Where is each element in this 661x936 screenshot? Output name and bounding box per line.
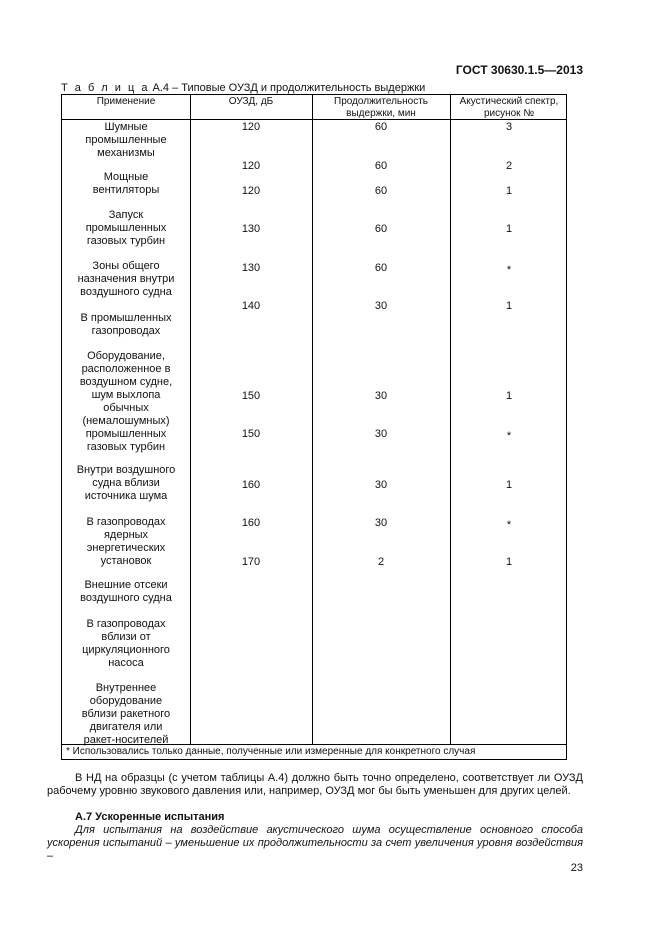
spectrum-value: 1 (505, 390, 513, 402)
level-value: 130 (241, 223, 261, 235)
level-value: 120 (241, 185, 261, 197)
application-line: Зоны общего (92, 260, 160, 272)
spectrum-value: 1 (505, 479, 513, 491)
table-caption (61, 82, 425, 94)
application-line: Внутри воздушного (76, 464, 176, 476)
application-line: насоса (108, 657, 144, 669)
column-divider (312, 95, 313, 744)
level-value: 160 (241, 479, 261, 491)
application-line: вблизи от (101, 631, 151, 643)
application-line: вблизи ракетного (81, 708, 171, 720)
application-line: воздушного судна (80, 592, 172, 604)
application-line: Мощные (103, 171, 149, 183)
application-line: воздушном судне, (79, 376, 173, 388)
column-divider (190, 95, 191, 744)
spectrum-value: * (506, 430, 512, 442)
duration-value: 30 (374, 479, 388, 491)
header-spectrum (450, 96, 568, 120)
application-line: промышленные (85, 134, 167, 146)
header-application: Применение (96, 96, 156, 107)
application-cell (62, 350, 190, 454)
level-value: 120 (241, 121, 261, 133)
application-cell (62, 682, 190, 747)
level-value: 120 (241, 160, 261, 172)
application-cell (62, 121, 190, 160)
application-cell (62, 618, 190, 670)
spectrum-value: * (506, 519, 512, 531)
footnote-divider (62, 744, 566, 745)
spectrum-value: * (506, 264, 512, 276)
table-caption-title: А.4 – Типовые ОУЗД и продолжительность выдержки (149, 82, 426, 94)
level-value: 140 (241, 300, 261, 312)
table-caption-prefix: Т а б л и ц а (61, 82, 150, 94)
application-line: Шумные (104, 121, 148, 133)
level-value: 170 (241, 556, 261, 568)
application-line: Оборудование, (87, 350, 165, 362)
level-value: 150 (241, 428, 261, 440)
application-line: оборудование (89, 695, 163, 707)
duration-value: 60 (374, 185, 388, 197)
application-line: (немалошумных) (82, 415, 170, 427)
application-line: В газопроводах (86, 516, 166, 528)
application-line: механизмы (97, 147, 155, 159)
application-line: установок (100, 555, 152, 567)
level-value: 160 (241, 517, 261, 529)
application-line: воздушного судна (80, 286, 172, 298)
header-spectrum-line2: рисунок № (483, 108, 535, 119)
application-line: вентиляторы (92, 184, 160, 196)
spectrum-value: 3 (505, 121, 513, 133)
application-cell (62, 260, 190, 299)
application-cell (62, 209, 190, 248)
application-line: В газопроводах (86, 618, 166, 630)
duration-value: 60 (374, 121, 388, 133)
table-footnote: * Использовались только данные, полученные или измеренные для конкретного случая (66, 746, 476, 757)
header-spectrum-line1: Акустический спектр, (459, 96, 559, 107)
duration-value: 30 (374, 428, 388, 440)
duration-value: 60 (374, 160, 388, 172)
application-cell (62, 171, 190, 197)
spectrum-value: 1 (505, 556, 513, 568)
application-line: источника шума (84, 490, 168, 502)
paragraph-2: Для испытания на воздействие акустического шума осуществление основного способа ускорения испытаний – уменьшение их продолжительности за счет увеличения уровня воздействия – (47, 824, 583, 862)
paragraph-1: В НД на образцы (с учетом таблицы А.4) должно быть точно определено, соответствует ли ОУЗД рабочему уровню звукового давления или, например, ОУЗД мог бы быть уменьшен для других целей. (47, 772, 583, 797)
level-value: 150 (241, 390, 261, 402)
duration-value: 2 (377, 556, 385, 568)
spectrum-value: 1 (505, 300, 513, 312)
spectrum-value: 1 (505, 223, 513, 235)
header-duration-line1: Продолжительность (334, 96, 428, 107)
application-line: газовых турбин (86, 235, 166, 247)
duration-value: 60 (374, 262, 388, 274)
duration-value: 30 (374, 390, 388, 402)
spectrum-value: 1 (505, 185, 513, 197)
data-table (61, 94, 567, 760)
standard-number: ГОСТ 30630.1.5—2013 (455, 63, 583, 77)
page-number: 23 (570, 862, 583, 874)
application-line: ракет-носителей (83, 734, 169, 746)
application-line: Внутреннее (95, 682, 157, 694)
application-line: Внешние отсеки (84, 579, 168, 591)
application-line: ядерных (103, 529, 149, 541)
header-duration (312, 96, 450, 120)
header-level: ОУЗД, дБ (228, 96, 274, 107)
application-line: энергетических (86, 542, 166, 554)
application-line: циркуляционного (82, 644, 170, 656)
spectrum-value: 2 (505, 160, 513, 172)
section-heading: А.7 Ускоренные испытания (75, 811, 225, 823)
level-value: 130 (241, 262, 261, 274)
application-line: двигателя или (89, 721, 163, 733)
column-divider (450, 95, 451, 744)
application-line: шум выхлопа (91, 389, 161, 401)
application-line: промышленных (85, 222, 167, 234)
application-line: обычных (103, 402, 149, 414)
application-line: судна вблизи (92, 477, 160, 489)
header-duration-line2: выдержки, мин (346, 108, 416, 119)
application-cell (62, 464, 190, 503)
application-line: газопроводах (91, 325, 161, 337)
application-cell (62, 516, 190, 568)
application-line: Запуск (108, 209, 144, 221)
application-line: назначения внутри (77, 273, 175, 285)
application-line: расположенное в (81, 363, 171, 375)
duration-value: 30 (374, 517, 388, 529)
application-cell (62, 312, 190, 338)
duration-value: 30 (374, 300, 388, 312)
application-line: газовых турбин (86, 441, 166, 453)
application-line: В промышленных (80, 312, 172, 324)
application-cell (62, 579, 190, 605)
application-line: промышленных (85, 428, 167, 440)
duration-value: 60 (374, 223, 388, 235)
